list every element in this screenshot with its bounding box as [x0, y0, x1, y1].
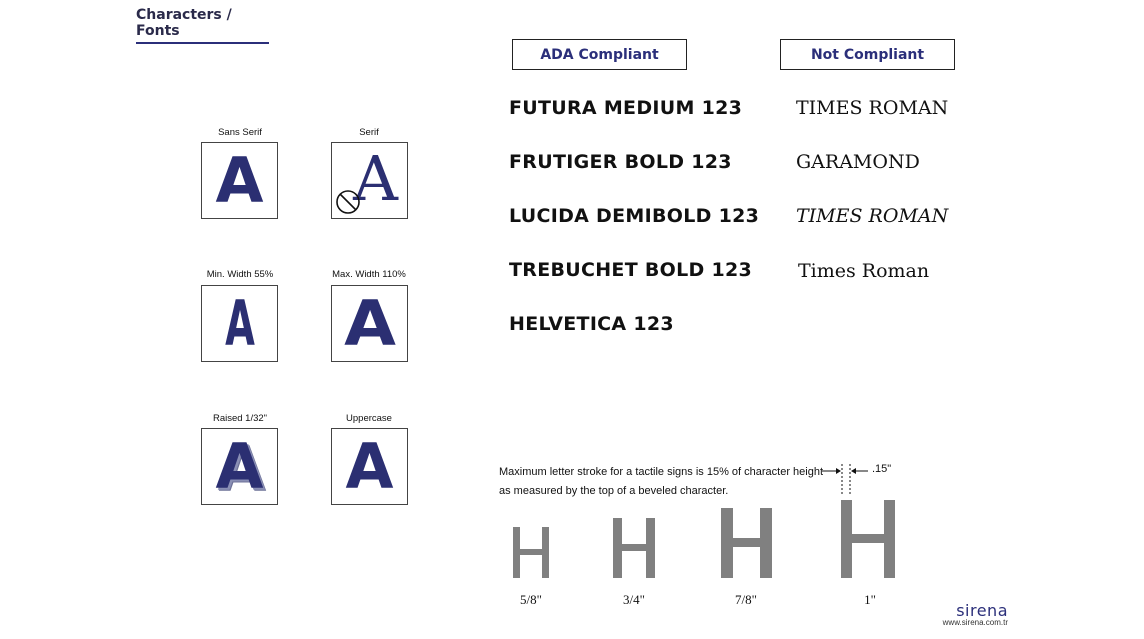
h-glyph-icon [613, 518, 655, 578]
stroke-measure-label: .15" [872, 463, 892, 475]
sample-label-serif: Serif [359, 127, 379, 138]
sample-label-min-width: Min. Width 55% [206, 269, 274, 280]
sample-label-max-width: Max. Width 110% [332, 269, 406, 280]
h-glyph-icon [721, 508, 772, 578]
brand-name: sirena [956, 601, 1008, 620]
prohibited-icon [335, 189, 361, 215]
sample-glyph: A [353, 142, 398, 215]
stroke-note-line1: Maximum letter stroke for a tactile signs is 15% of character height [499, 466, 824, 478]
sample-glyph: A [345, 429, 394, 503]
not-compliant-header: Not Compliant [780, 39, 955, 70]
size-label-5-8: 5/8" [520, 592, 542, 607]
nc-font-garamond: GARAMOND [796, 151, 920, 173]
sample-box-raised [201, 428, 278, 505]
size-label-3-4: 3/4" [623, 592, 645, 607]
sample-glyph: A [215, 143, 264, 217]
stroke-measure-icon [820, 462, 872, 496]
size-label-1: 1" [864, 592, 876, 607]
sample-glyph: A [215, 429, 264, 503]
sample-glyph: A [343, 286, 396, 360]
stroke-note-line2: as measured by the top of a beveled character. [499, 485, 729, 497]
nc-font-times-roman: TIMES ROMAN [796, 97, 949, 119]
nc-font-times-roman-mixed: Times Roman [798, 260, 930, 282]
h-glyph-icon [513, 527, 549, 578]
ada-font-frutiger: FRUTIGER BOLD 123 [509, 151, 732, 173]
sample-box-serif [331, 142, 408, 219]
sample-label-raised: Raised 1/32" [212, 413, 268, 424]
sample-box-sans-serif [201, 142, 278, 219]
brand-logo [943, 601, 1008, 627]
sample-label-sans-serif: Sans Serif [218, 127, 262, 138]
sample-box-max-width [331, 285, 408, 362]
sample-box-min-width [201, 285, 278, 362]
ada-font-trebuchet: TREBUCHET BOLD 123 [509, 259, 753, 281]
nc-font-times-roman-italic: TIMES ROMAN [796, 205, 949, 227]
ada-font-helvetica: HELVETICA 123 [509, 313, 674, 335]
brand-url: www.sirena.com.tr [942, 618, 1008, 627]
ada-font-lucida: LUCIDA DEMIBOLD 123 [509, 205, 760, 227]
sample-label-uppercase: Uppercase [346, 413, 392, 424]
ada-compliant-header: ADA Compliant [512, 39, 687, 70]
ada-font-futura: FUTURA MEDIUM 123 [509, 97, 743, 119]
page-title: Characters / Fonts [136, 7, 269, 44]
stroke-note [499, 463, 823, 501]
sample-glyph: A [224, 286, 255, 360]
sample-box-uppercase [331, 428, 408, 505]
h-glyph-icon [841, 500, 895, 578]
size-label-7-8: 7/8" [735, 592, 757, 607]
